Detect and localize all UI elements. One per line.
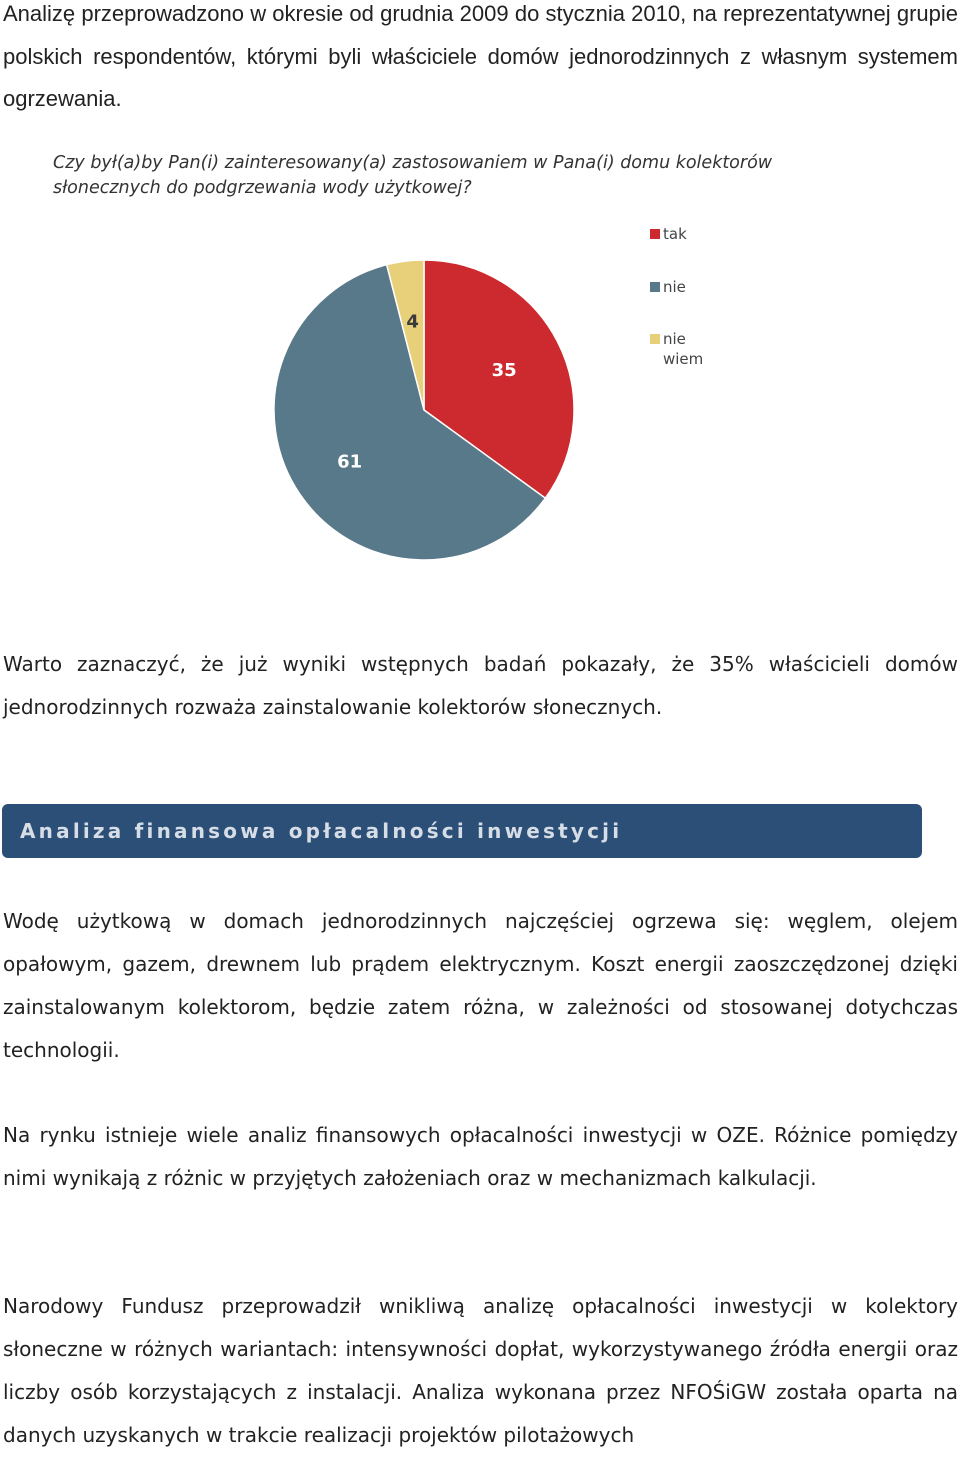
legend-label: nie [663, 278, 686, 296]
survey-question: Czy był(a)by Pan(i) zainteresowany(a) zastosowaniem w Pana(i) domu kolektorów słonecznych do podgrzewania wody użytkowej? [53, 153, 773, 198]
slice-value-label: 61 [337, 451, 363, 473]
result-paragraph: Warto zaznaczyć, że już wyniki wstępnych badań pokazały, że 35% właścicieli domów jednorodzinnych rozważa zainstalowanie kolektorów słonecznych. [3, 652, 958, 719]
legend-label: nie wiem [663, 330, 704, 368]
legend-swatch [650, 229, 660, 239]
nfosigw-paragraph: Narodowy Fundusz przeprowadził wnikliwą analizę opłacalności inwestycji w kolektory słoneczne w różnych wariantach: intensywności dopłat, wykorzystywanego źródła energii oraz liczby osób korzystających z instalacji. Analiza wykonana przez NFOŚiGW została oparta na danych uzyskanych w trakcie realizacji projektów pilotażowych [3, 1294, 958, 1447]
analyses-paragraph: Na rynku istnieje wiele analiz finansowych opłacalności inwestycji w OZE. Różnice pomiędzy nimi wynikają z różnic w przyjętych założeniach oraz w mechanizmach kalkulacji. [3, 1123, 958, 1190]
legend-label: tak [663, 225, 687, 243]
legend-item-tak [650, 225, 687, 243]
section-title: Analiza finansowa opłacalności inwestycji [20, 819, 623, 843]
slice-value-label: 35 [491, 360, 517, 382]
legend-swatch [650, 282, 660, 292]
legend-item-nie [650, 278, 686, 296]
heating-paragraph: Wodę użytkową w domach jednorodzinnych najczęściej ogrzewa się: węglem, olejem opałowym, gazem, drewnem lub prądem elektrycznym. Koszt energii zaoszczędzonej dzięki zainstalowanym kolektorom, będzie zatem różna, w zależności od stosowanej dotychczas technologii. [3, 909, 958, 1062]
section-header [2, 804, 922, 858]
slice-value-label: 4 [406, 311, 419, 333]
legend-item-nie-wiem [650, 330, 703, 368]
pie-chart [0, 215, 960, 575]
intro-paragraph: Analizę przeprowadzono w okresie od grudnia 2009 do stycznia 2010, na reprezentatywnej grupie polskich respondentów, którymi byli właściciele domów jednorodzinnych z własnym systemem ogrzewania. [3, 1, 958, 111]
legend-swatch [650, 334, 660, 344]
